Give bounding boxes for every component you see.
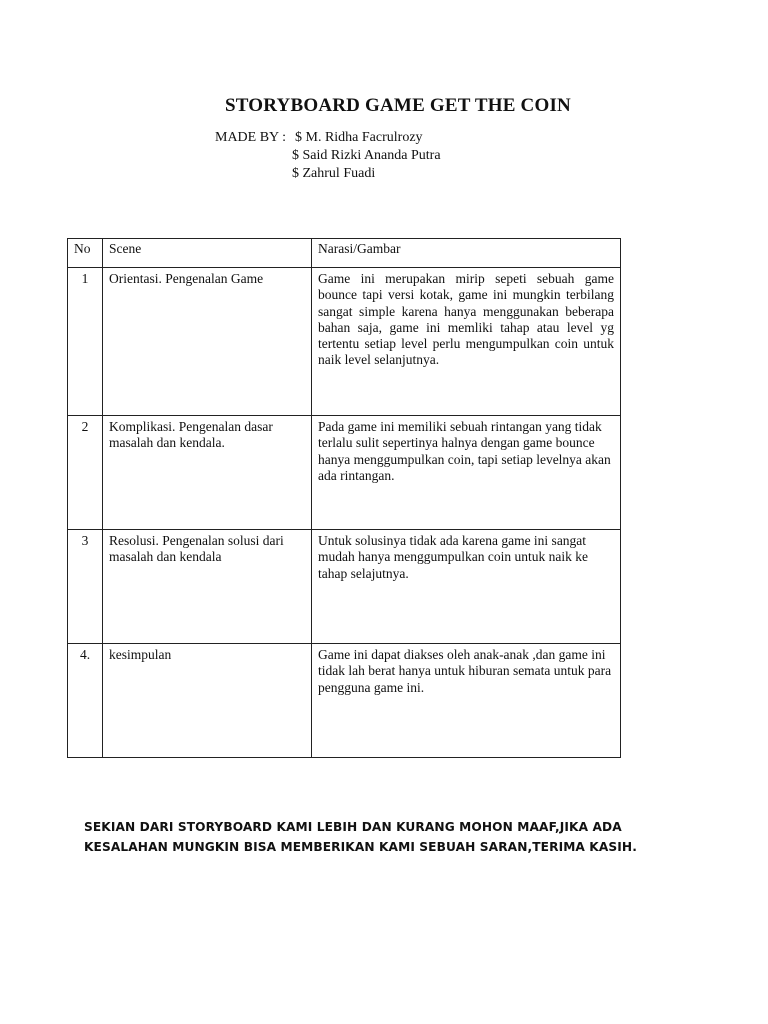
- authors-block: [215, 129, 441, 183]
- row-scene: Orientasi. Pengenalan Game: [103, 268, 312, 416]
- row-scene: kesimpulan: [103, 644, 312, 758]
- row-number: 4.: [68, 644, 103, 758]
- author-row: [215, 165, 441, 183]
- table-row: [68, 416, 621, 530]
- row-number: 3: [68, 530, 103, 644]
- author-row: [215, 129, 441, 147]
- made-by-label: MADE BY :: [215, 130, 287, 145]
- row-scene: Komplikasi. Pengenalan dasar masalah dan kendala.: [103, 416, 312, 530]
- row-scene: Resolusi. Pengenalan solusi dari masalah dan kendala: [103, 530, 312, 644]
- table-row: [68, 530, 621, 644]
- closing-line: SEKIAN DARI STORYBOARD KAMI LEBIH DAN KURANG MOHON MAAF,JIKA ADA: [84, 820, 622, 834]
- table-row: [68, 268, 621, 416]
- closing-note: [84, 817, 684, 857]
- row-narasi: Game ini dapat diakses oleh anak-anak ,dan game ini tidak lah berat hanya untuk hiburan semata untuk para pengguna game ini.: [312, 644, 621, 758]
- header-narasi: Narasi/Gambar: [312, 239, 621, 268]
- row-number: 2: [68, 416, 103, 530]
- row-number: 1: [68, 268, 103, 416]
- author-row: [215, 147, 441, 165]
- table-row: [68, 644, 621, 758]
- closing-line: KESALAHAN MUNGKIN BISA MEMBERIKAN KAMI SEBUAH SARAN,TERIMA KASIH.: [84, 840, 637, 854]
- author-name: $ Zahrul Fuadi: [292, 166, 376, 181]
- author-name: $ Said Rizki Ananda Putra: [292, 148, 441, 163]
- document-title: STORYBOARD GAME GET THE COIN: [225, 95, 571, 116]
- row-narasi: Untuk solusinya tidak ada karena game ini sangat mudah hanya menggumpulkan coin untuk naik ke tahap selajutnya.: [312, 530, 621, 644]
- row-narasi: Game ini merupakan mirip sepeti sebuah game bounce tapi versi kotak, game ini mungkin terbilang sangat simple karena hanya menggunakan beberapa bahan saja, game ini memliki tahap atau level yg tertentu setiap level perlu mengumpulkan coin untuk naik level selanjutnya.: [312, 268, 621, 416]
- header-scene: Scene: [103, 239, 312, 268]
- table-header-row: [68, 239, 621, 268]
- row-narasi: Pada game ini memiliki sebuah rintangan yang tidak terlalu sulit sepertinya halnya dengan game bounce hanya menggumpulkan coin, tapi setiap levelnya akan ada rintangan.: [312, 416, 621, 530]
- author-name: $ M. Ridha Facrulrozy: [295, 130, 423, 145]
- storyboard-table: [67, 238, 621, 758]
- header-no: No: [68, 239, 103, 268]
